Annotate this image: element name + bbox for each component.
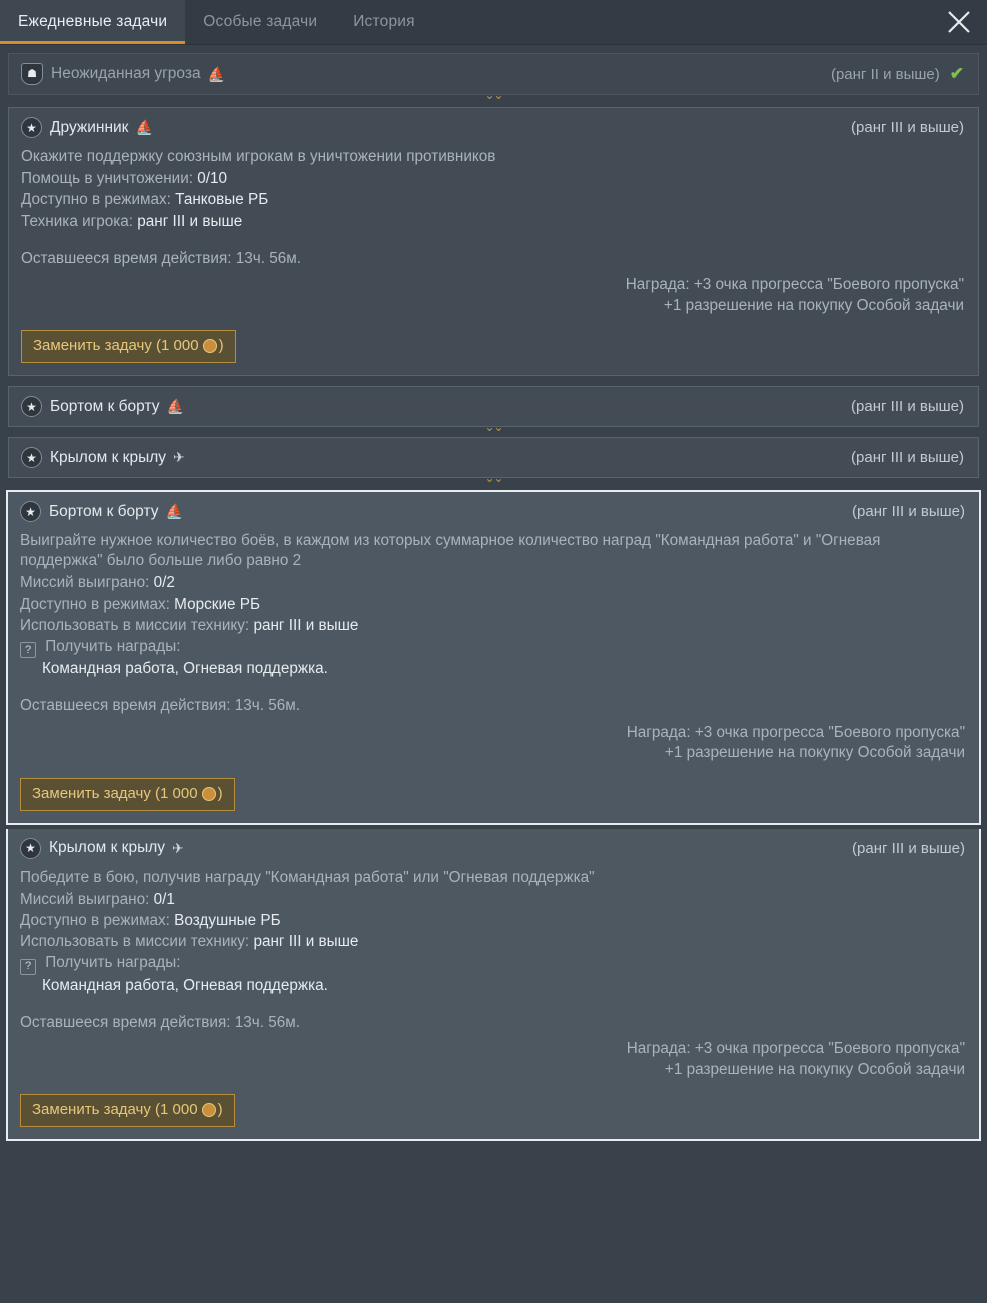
medal-icon: ★ (21, 396, 42, 417)
reward-line-1: Награда: +3 очка прогресса "Боевого пропуска" (625, 275, 964, 293)
field-value: ранг III и выше (137, 212, 243, 230)
task-card-krylom-collapsed[interactable] (8, 437, 979, 486)
task-field (20, 890, 965, 910)
field-label: Доступно в режимах: (20, 912, 170, 930)
question-icon[interactable]: ? (20, 959, 36, 975)
task-title: Дружинник (50, 118, 129, 136)
task-rank: (ранг II и выше) (830, 65, 940, 83)
close-button[interactable] (931, 0, 987, 44)
task-header[interactable] (8, 829, 979, 868)
reward-line-2: +1 разрешение на покупку Особой задачи (664, 744, 965, 762)
coin-icon (202, 787, 216, 801)
medal-icon: ★ (20, 838, 41, 859)
task-time-left: Оставшееся время действия: 13ч. 56м. (21, 249, 302, 267)
tab-label: Ежедневные задачи (18, 13, 168, 30)
tab-label: История (353, 13, 415, 30)
task-field (20, 616, 965, 636)
replace-task-suffix: ) (217, 1101, 223, 1119)
awards-label: Получить награды: (45, 954, 181, 972)
task-time-left: Оставшееся время действия: 13ч. 56м. (20, 1013, 301, 1031)
field-label: Использовать в миссии технику: (20, 933, 250, 951)
tab-daily-tasks[interactable] (0, 0, 185, 44)
task-body (8, 868, 979, 1139)
task-awards-row (20, 953, 965, 974)
plane-icon: ✈ (172, 839, 184, 856)
field-label: Техника игрока: (21, 212, 134, 230)
awards-value: Командная работа, Огневая поддержка. (42, 976, 328, 994)
task-completed-check: ✔ (949, 64, 964, 83)
task-title: Бортом к борту (50, 397, 160, 415)
task-field (20, 911, 965, 931)
replace-task-label: Заменить задачу (1 000 (33, 337, 199, 355)
field-value: ранг III и выше (253, 616, 359, 634)
field-value: ранг III и выше (253, 933, 359, 951)
reward-line-2: +1 разрешение на покупку Особой задачи (664, 1060, 965, 1078)
task-field (20, 932, 965, 952)
field-label: Миссий выиграно: (20, 890, 150, 908)
reward-line-2: +1 разрешение на покупку Особой задачи (663, 296, 964, 314)
reward-line-1: Награда: +3 очка прогресса "Боевого пропуска" (626, 723, 965, 741)
field-label: Использовать в миссии технику: (20, 616, 250, 634)
task-rank: (ранг III и выше) (851, 398, 964, 416)
medal-icon: ★ (21, 447, 42, 468)
task-field (21, 169, 964, 189)
replace-task-button[interactable] (21, 330, 236, 363)
ship-icon: ⛵ (166, 398, 184, 415)
replace-task-button[interactable] (20, 778, 235, 811)
tab-special-tasks[interactable] (185, 0, 335, 44)
ship-icon: ⛵ (135, 119, 153, 135)
task-description: Победите в бою, получив награду "Командная работа" или "Огневая поддержка" (20, 868, 595, 886)
tasks-list[interactable] (0, 45, 987, 1303)
field-value: Танковые РБ (175, 191, 269, 209)
task-reward (21, 275, 964, 316)
task-field (21, 212, 964, 232)
task-body (8, 531, 979, 823)
expand-chevron-icon[interactable]: ⌄⌄ (484, 88, 503, 102)
task-rank: (ранг III и выше) (852, 503, 965, 521)
task-field (20, 595, 965, 615)
field-value: Воздушные РБ (174, 912, 281, 930)
field-value: 0/1 (153, 890, 175, 908)
replace-task-suffix: ) (218, 337, 224, 355)
task-card-unexpected-threat[interactable] (8, 53, 979, 102)
task-title: Неожиданная угроза (51, 65, 201, 82)
task-rank: (ранг III и выше) (852, 839, 965, 857)
field-value: 0/2 (153, 574, 175, 592)
tab-bar (0, 0, 987, 45)
replace-task-label: Заменить задачу (1 000 (32, 784, 198, 802)
field-label: Помощь в уничтожении: (21, 170, 194, 188)
task-reward (20, 1039, 965, 1080)
task-card-bortom-collapsed[interactable] (8, 386, 979, 435)
field-label: Миссий выиграно: (20, 574, 150, 592)
reward-line-1: Награда: +3 очка прогресса "Боевого пропуска" (626, 1040, 965, 1058)
field-label: Доступно в режимах: (21, 191, 171, 209)
task-card-krylom-k-krylu[interactable] (6, 829, 981, 1141)
task-title: Крылом к крылу (49, 839, 166, 857)
task-awards-row (20, 637, 965, 658)
task-title: Крылом к крылу (50, 448, 167, 466)
expand-chevron-icon[interactable]: ⌄⌄ (484, 420, 503, 435)
tab-label: Особые задачи (203, 13, 318, 30)
field-value: Морские РБ (174, 595, 260, 613)
task-card-bortom-k-bortu[interactable] (6, 490, 981, 825)
task-description: Выиграйте нужное количество боёв, в каждом из которых суммарное количество наград "Командная работа" и "Огневая поддержка" было больше либо равно 2 (20, 532, 881, 570)
task-header[interactable] (8, 492, 979, 531)
task-field (20, 573, 965, 593)
task-header[interactable] (9, 108, 978, 147)
expand-chevron-icon[interactable]: ⌄⌄ (484, 471, 503, 486)
question-icon[interactable]: ? (20, 642, 36, 658)
awards-value: Командная работа, Огневая поддержка. (42, 660, 328, 678)
replace-task-label: Заменить задачу (1 000 (32, 1101, 198, 1119)
close-icon (946, 9, 972, 35)
task-time-left: Оставшееся время действия: 13ч. 56м. (20, 697, 301, 715)
task-card-druzhinnik[interactable] (8, 107, 979, 376)
field-value: 0/10 (197, 170, 228, 188)
awards-label: Получить награды: (45, 637, 181, 655)
task-reward (20, 723, 965, 764)
ship-icon: ⛵ (207, 65, 226, 82)
field-label: Доступно в режимах: (20, 595, 170, 613)
task-rank: (ранг III и выше) (851, 449, 964, 467)
tab-history[interactable] (335, 0, 433, 44)
task-rank: (ранг III и выше) (851, 119, 964, 136)
replace-task-button[interactable] (20, 1094, 235, 1127)
task-title: Бортом к борту (49, 502, 159, 520)
ship-icon: ⛵ (165, 503, 183, 520)
coin-icon (202, 1103, 216, 1117)
replace-task-suffix: ) (217, 784, 223, 802)
shield-icon: ☗ (21, 63, 43, 85)
task-description: Окажите поддержку союзным игрокам в уничтожении противников (21, 148, 496, 165)
plane-icon: ✈ (173, 449, 185, 466)
coin-icon (203, 339, 217, 353)
medal-icon: ★ (21, 117, 42, 138)
medal-icon: ★ (20, 501, 41, 522)
task-field (21, 190, 964, 210)
task-body (9, 147, 978, 375)
